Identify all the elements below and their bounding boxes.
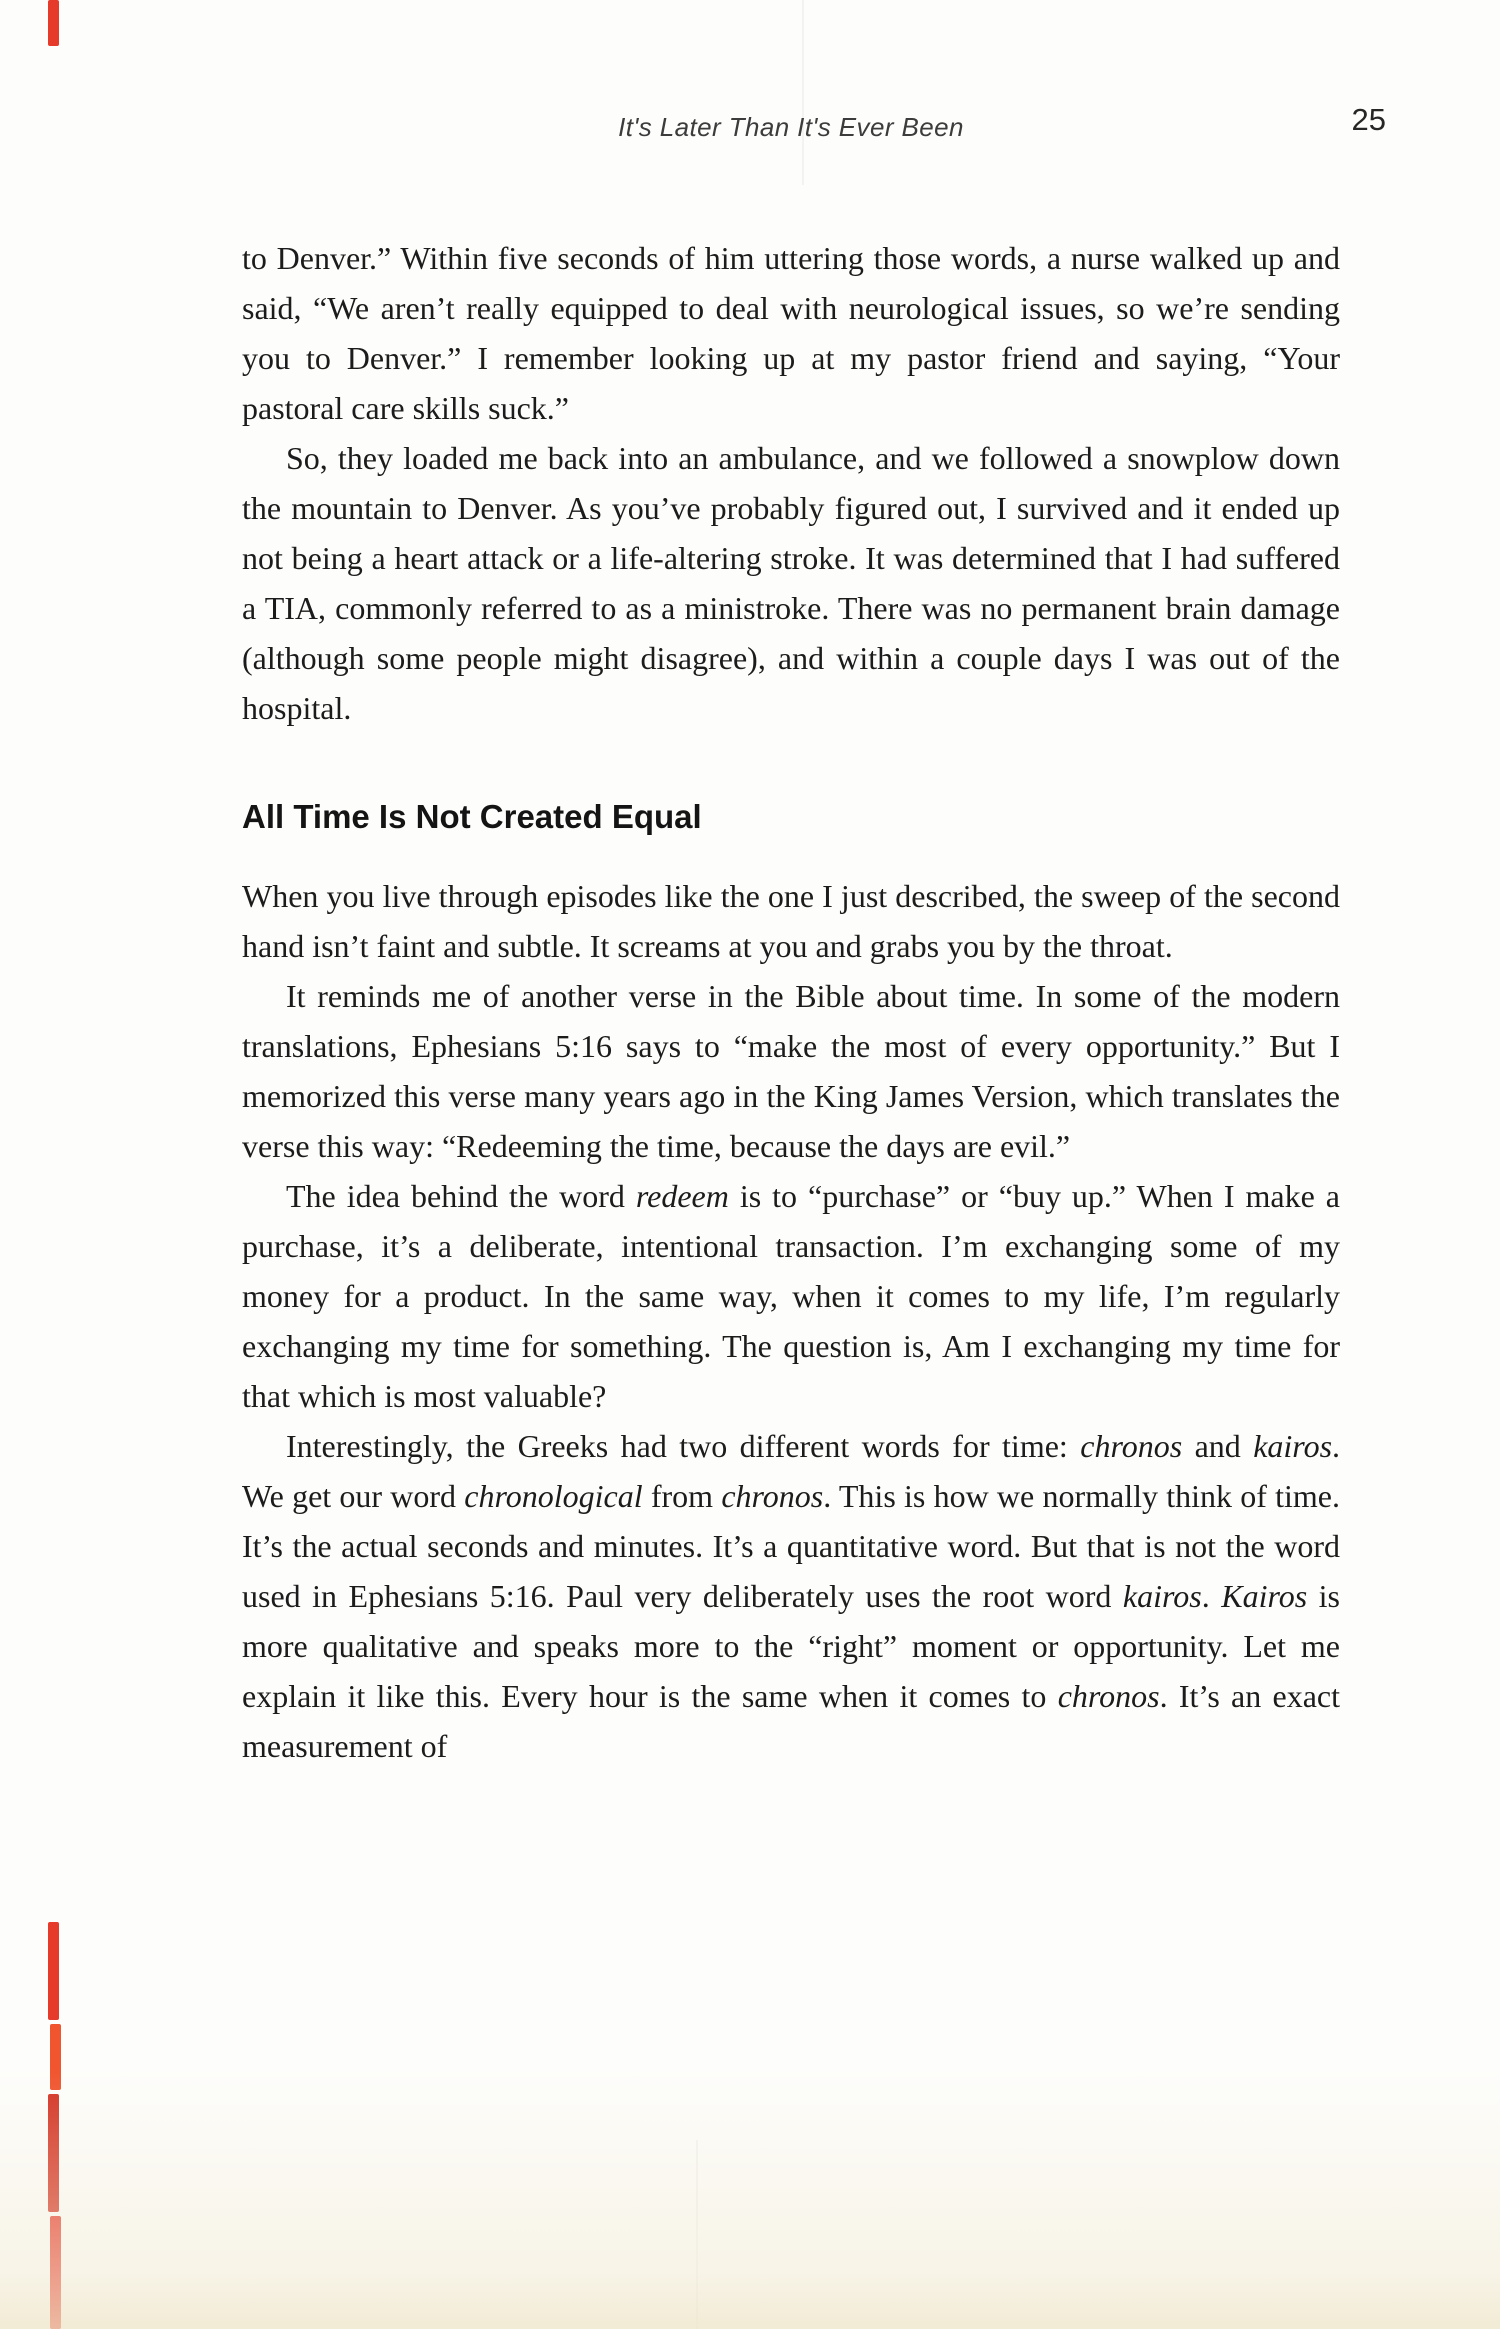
page-number: 25	[1351, 102, 1386, 137]
scan-artifact-bottom-3	[48, 2094, 59, 2212]
paragraph-2: So, they loaded me back into an ambulance, and we followed a snowplow down the mountain to Denver. As you’ve probably figured out, I survived and it ended up not being a heart attack or a life-altering stroke. It was determined that I had suffered a TIA, commonly referred to as a ministroke. There was no permanent brain damage (although some people might disagree), and within a couple days I was out of the hospital.	[242, 440, 1340, 726]
paragraph-1: to Denver.” Within five seconds of him uttering those words, a nurse walked up and said, “We aren’t really equipped to deal with neurological issues, so we’re sending you to Denver.” I remember looking up at my pastor friend and saying, “Your pastoral care skills suck.”	[242, 240, 1340, 426]
running-header-title: It's Later Than It's Ever Been	[618, 112, 964, 142]
paragraph-5: The idea behind the word redeem is to “purchase” or “buy up.” When I make a purchase, it’s a deliberate, intentional transaction. I’m exchanging some of my money for a product. In the same way, when it comes to my life, I’m regularly exchanging my time for something. The question is, Am I exchanging my time for that which is most valuable?	[242, 1178, 1341, 1414]
paragraph-4: It reminds me of another verse in the Bible about time. In some of the modern translations, Ephesians 5:16 says to “make the most of every opportunity.” But I memorized this verse many years ago in the King James Version, which translates the verse this way: “Redeeming the time, because the days are evil.”	[242, 978, 1340, 1164]
paragraph-6: Interestingly, the Greeks had two different words for time: chronos and kairos. We get our word chronological from chronos. This is how we normally think of time. It’s the actual seconds and minutes. It’s a quantitative word. But that is not the word used in Ephesians 5:16. Paul very deliberately uses the root word kairos. Kairos is more qualitative and speaks more to the “right” moment or opportunity. Let me explain it like this. Every hour is the same when it comes to chronos. It’s an exact measurement of	[242, 1428, 1341, 1764]
scan-artifact-bottom-2	[50, 2024, 61, 2090]
page-body	[242, 233, 1340, 1771]
scan-artifact-bottom-1	[48, 1922, 59, 2020]
scan-crease-bottom	[696, 2140, 698, 2329]
scan-crease-top	[802, 0, 804, 185]
paragraph-3: When you live through episodes like the one I just described, the sweep of the second hand isn’t faint and subtle. It screams at you and grabs you by the throat.	[242, 878, 1340, 964]
section-heading: All Time Is Not Created Equal	[242, 798, 702, 835]
scan-artifact-bottom-4	[50, 2216, 61, 2329]
scan-artifact-top	[48, 0, 59, 46]
running-header	[242, 102, 1386, 143]
